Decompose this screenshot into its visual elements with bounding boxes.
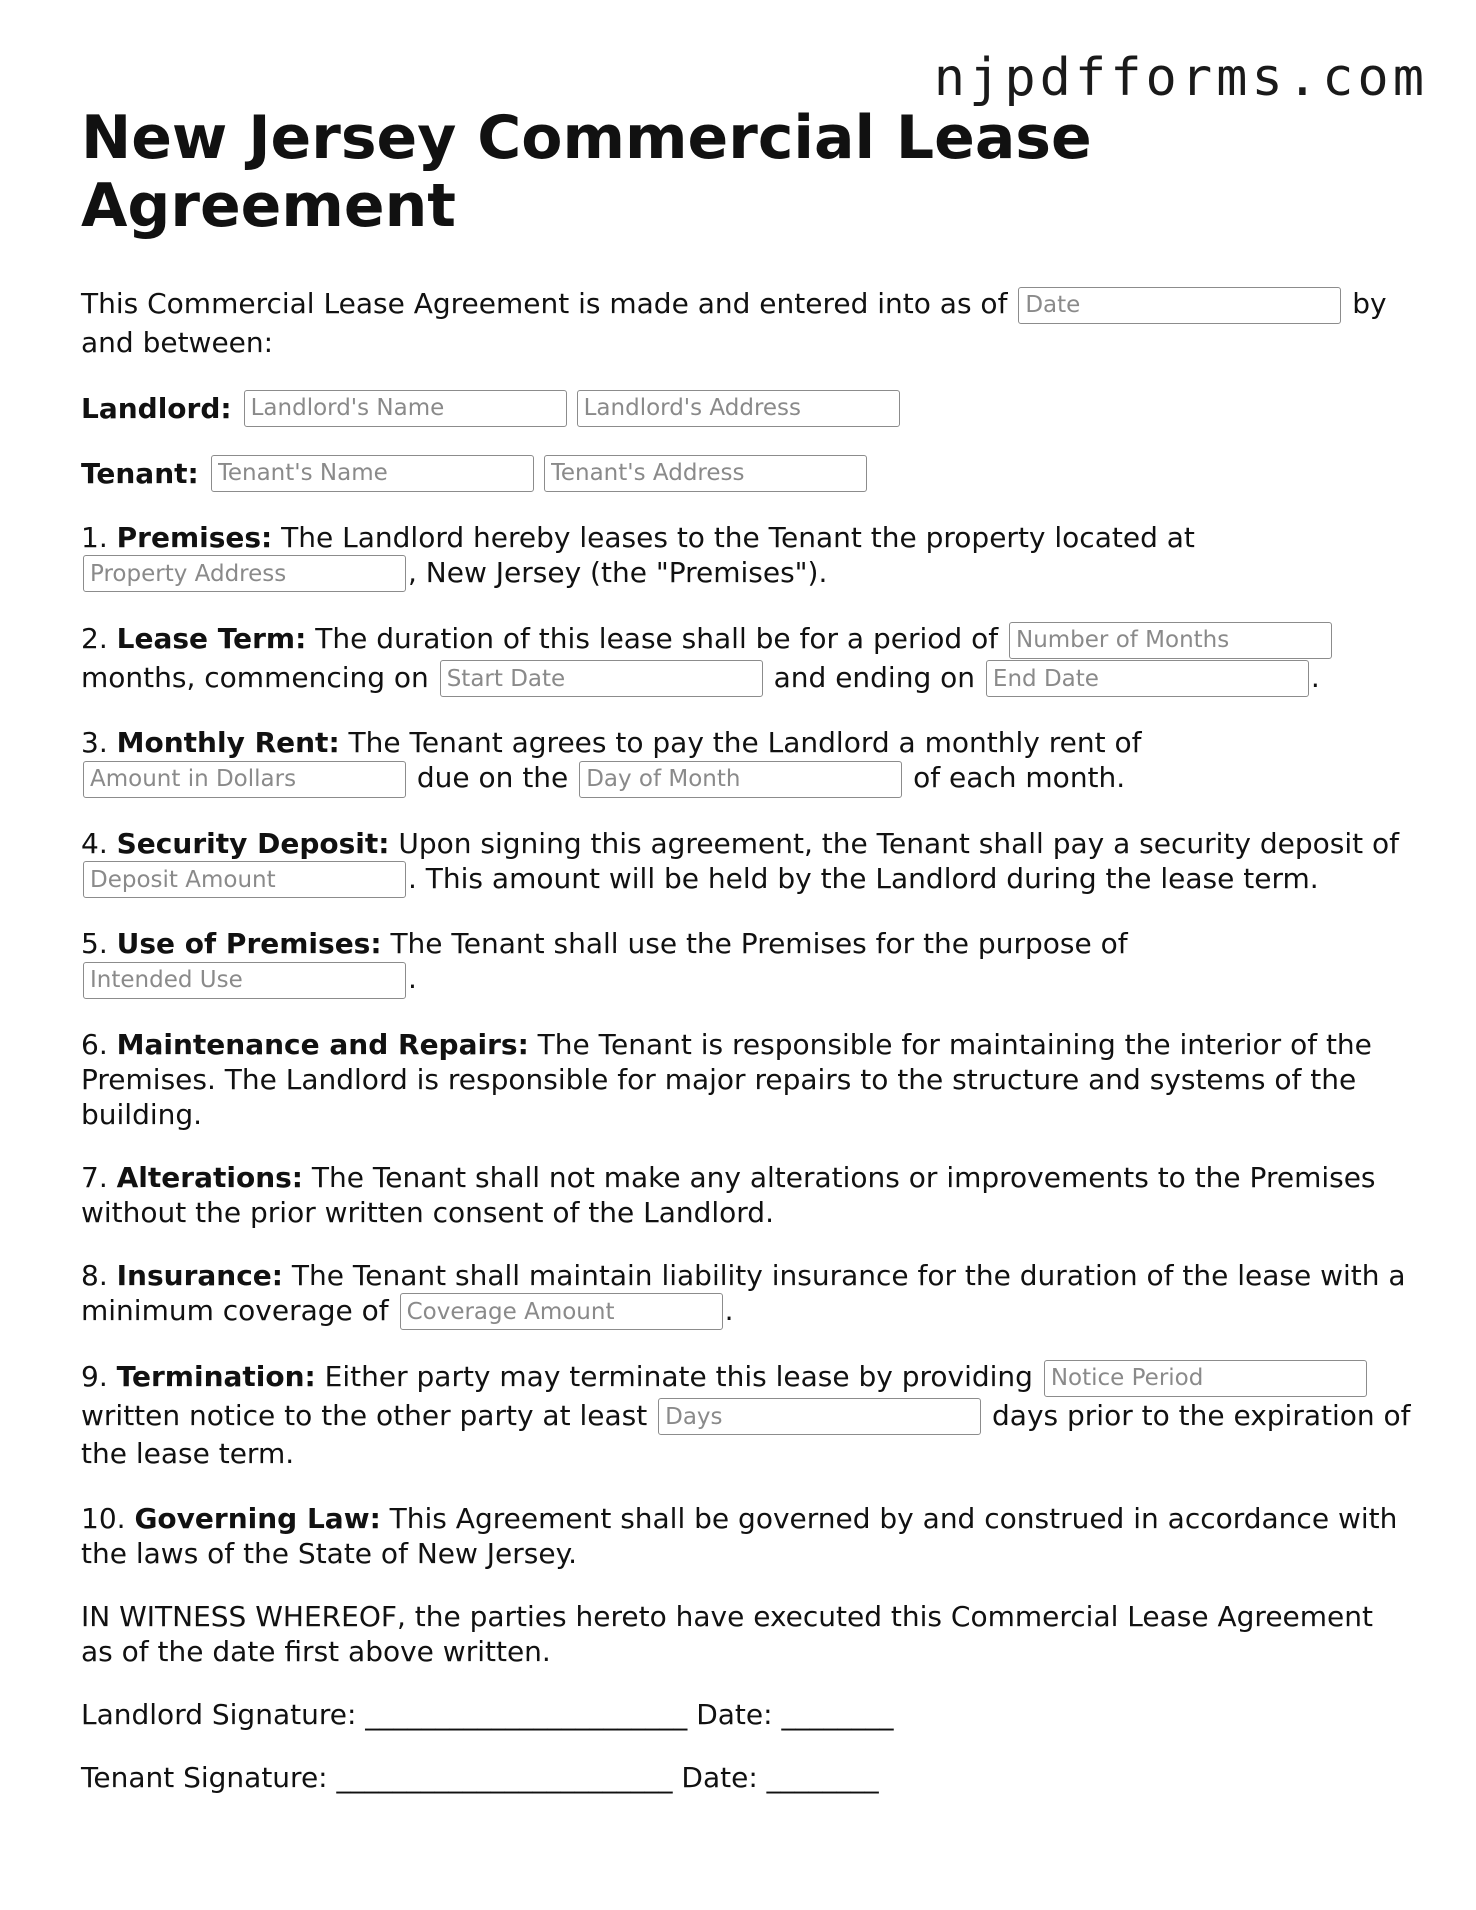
coverage-amount-input[interactable]: [400, 1293, 723, 1330]
lease-start-date-input[interactable]: [440, 660, 763, 697]
deposit-amount-input[interactable]: [83, 861, 406, 898]
lease-end-date-input[interactable]: [986, 660, 1309, 697]
section-alterations: 7. Alterations: The Tenant shall not make any alterations or improvements to the Premises without the prior written consent of the Landlord.: [81, 1160, 1376, 1229]
section-premises: 1. Premises: The Landlord hereby leases to the Tenant the property located at Property Address, New Jersey (the "Premises").: [81, 520, 1411, 593]
section-heading: Security Deposit:: [116, 826, 390, 860]
notice-period-input[interactable]: [1044, 1360, 1367, 1397]
section-heading: Maintenance and Repairs:: [116, 1027, 529, 1061]
landlord-address-input[interactable]: [577, 390, 900, 427]
section-heading: Use of Premises:: [116, 927, 382, 960]
landlord-name-input[interactable]: [244, 390, 567, 427]
section-security-deposit: 4. Security Deposit: Upon signing this agreement, the Tenant shall pay a security deposit of Deposit Amount. This amount will be held by the Landlord during the lease term.: [81, 826, 1411, 899]
tenant-signature-line: Tenant Signature: ________________________ Date: ________: [81, 1761, 879, 1794]
tenant-address-input[interactable]: [544, 455, 867, 492]
landlord-row: [81, 390, 1411, 427]
section-maintenance: 6. Maintenance and Repairs: The Tenant is responsible for maintaining the interior of the Premises. The Landlord is responsible for major repairs to the structure and systems of the building.: [81, 1027, 1372, 1131]
lease-document: [81, 104, 1411, 1795]
witness-statement: IN WITNESS WHEREOF, the parties hereto have executed this Commercial Lease Agreement as of the date first above written.: [81, 1600, 1373, 1668]
section-heading: Termination:: [116, 1360, 316, 1393]
agreement-date-input[interactable]: [1018, 287, 1341, 324]
section-use-of-premises: 5. Use of Premises: The Tenant shall use the Premises for the purpose of Intended Use.: [81, 926, 1411, 999]
section-heading: Monthly Rent:: [116, 726, 340, 759]
section-heading: Alterations:: [116, 1160, 303, 1194]
section-heading: Lease Term:: [116, 622, 307, 655]
section-heading: Governing Law:: [134, 1502, 381, 1535]
section-heading: Insurance:: [116, 1258, 283, 1292]
tenant-label: Tenant:: [81, 456, 199, 490]
lease-months-input[interactable]: [1009, 622, 1332, 659]
section-termination: 9. Termination: Either party may terminate this lease by providing Notice Period written notice to the other party at least Days days prior to the expiration of the lease term.: [81, 1358, 1411, 1473]
site-brand: njpdfforms.com: [933, 48, 1428, 108]
section-heading: Premises:: [116, 520, 273, 554]
document-title: New Jersey Commercial Lease Agreement: [81, 103, 1092, 241]
property-address-input[interactable]: [83, 555, 406, 592]
section-lease-term: 2. Lease Term: The duration of this lease shall be for a period of Number of Months months, commencing on Start Date and ending on End Date .: [81, 620, 1411, 697]
section-insurance: 8. Insurance: The Tenant shall maintain liability insurance for the duration of the lease with a minimum coverage of Coverage Amount .: [81, 1258, 1411, 1331]
section-governing-law: 10. Governing Law: This Agreement shall be governed by and construed in accordance with the laws of the State of New Jersey.: [81, 1502, 1398, 1570]
intro-paragraph: This Commercial Lease Agreement is made and entered into as of Date by and between:: [81, 285, 1411, 362]
landlord-signature-line: Landlord Signature: _______________________ Date: ________: [81, 1698, 894, 1731]
section-monthly-rent: 3. Monthly Rent: The Tenant agrees to pay the Landlord a monthly rent of Amount in Dollars due on the Day of Month of each month.: [81, 725, 1411, 798]
tenant-row: [81, 455, 1411, 492]
rent-due-day-input[interactable]: [579, 761, 902, 798]
intended-use-input[interactable]: [83, 962, 406, 999]
tenant-name-input[interactable]: [211, 455, 534, 492]
landlord-label: Landlord:: [81, 391, 232, 425]
notice-days-input[interactable]: [658, 1398, 981, 1435]
rent-amount-input[interactable]: [83, 761, 406, 798]
